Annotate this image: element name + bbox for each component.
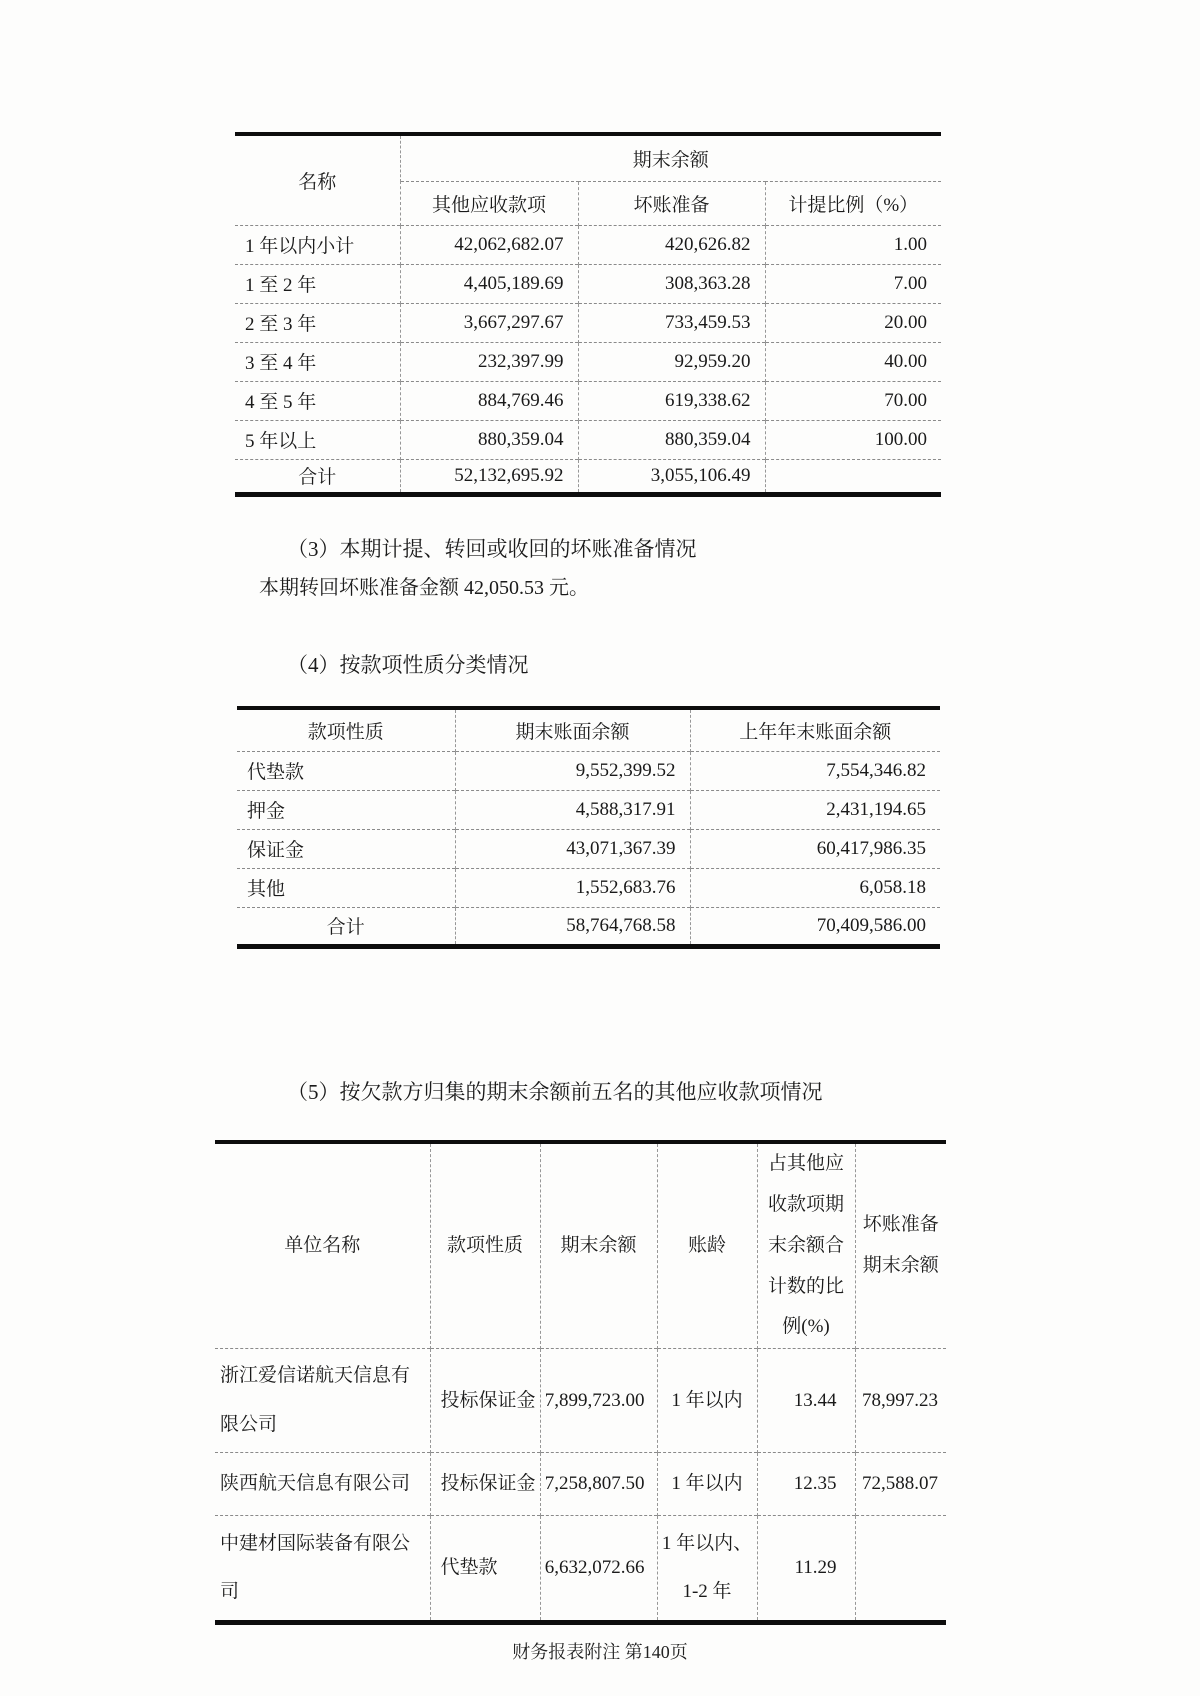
cell-prior: 60,417,986.35 xyxy=(690,829,940,868)
cell-prior: 2,431,194.65 xyxy=(690,790,940,829)
cell-ratio: 100.00 xyxy=(765,420,941,459)
cell-name: 5 年以上 xyxy=(235,420,400,459)
cell-nature: 代垫款 xyxy=(430,1516,540,1623)
table-row xyxy=(215,1349,946,1453)
cell-total-label: 合计 xyxy=(235,459,400,494)
table-row xyxy=(237,751,940,790)
cell-nature: 代垫款 xyxy=(237,751,455,790)
cell-total-ratio xyxy=(765,459,941,494)
cell-nature: 押金 xyxy=(237,790,455,829)
cell-prior: 7,554,346.82 xyxy=(690,751,940,790)
section-5-title: （5）按欠款方归集的期末余额前五名的其他应收款项情况 xyxy=(287,1080,823,1104)
cell-total-label: 合计 xyxy=(237,907,455,946)
cell-provision: 420,626.82 xyxy=(578,225,765,264)
cell-name: 4 至 5 年 xyxy=(235,381,400,420)
section-3-body: 本期转回坏账准备金额 42,050.53 元。 xyxy=(259,577,589,599)
cell-provision: 78,997.23 xyxy=(855,1349,946,1453)
cell-provision: 619,338.62 xyxy=(578,381,765,420)
cell-ratio: 20.00 xyxy=(765,303,941,342)
cell-provision: 308,363.28 xyxy=(578,264,765,303)
col-header-nature: 款项性质 xyxy=(237,708,455,751)
cell-total-amount: 52,132,695.92 xyxy=(400,459,578,494)
cell-company: 陕西航天信息有限公司 xyxy=(215,1453,430,1516)
cell-amount: 3,667,297.67 xyxy=(400,303,578,342)
cell-amount: 4,405,189.69 xyxy=(400,264,578,303)
top-five-receivables-table xyxy=(215,1140,946,1625)
cell-total-provision: 3,055,106.49 xyxy=(578,459,765,494)
cell-provision: 733,459.53 xyxy=(578,303,765,342)
table-row xyxy=(235,225,941,264)
cell-amount: 880,359.04 xyxy=(400,420,578,459)
section-4-title: （4）按款项性质分类情况 xyxy=(287,653,529,677)
cell-aging: 1 年以内、1-2 年 xyxy=(657,1516,757,1623)
col-header-company: 单位名称 xyxy=(215,1142,430,1349)
table-header-row xyxy=(237,708,940,751)
cell-ratio: 1.00 xyxy=(765,225,941,264)
table-header-row xyxy=(235,134,941,181)
table-row xyxy=(215,1453,946,1516)
col-header-aging: 账龄 xyxy=(657,1142,757,1349)
cell-amount: 42,062,682.07 xyxy=(400,225,578,264)
cell-provision: 72,588.07 xyxy=(855,1453,946,1516)
table-header-row xyxy=(215,1142,946,1349)
col-header-name: 名称 xyxy=(235,134,400,225)
table-row xyxy=(215,1516,946,1623)
cell-balance: 7,258,807.50 xyxy=(540,1453,657,1516)
cell-provision: 880,359.04 xyxy=(578,420,765,459)
cell-ending: 4,588,317.91 xyxy=(455,790,690,829)
cell-total-prior: 70,409,586.00 xyxy=(690,907,940,946)
cell-company: 浙江爱信诺航天信息有限公司 xyxy=(215,1349,430,1453)
table-row xyxy=(237,829,940,868)
cell-balance: 6,632,072.66 xyxy=(540,1516,657,1623)
cell-provision: 92,959.20 xyxy=(578,342,765,381)
cell-ratio: 40.00 xyxy=(765,342,941,381)
table-row xyxy=(235,342,941,381)
col-header-bad-debt-provision: 坏账准备期末余额 xyxy=(862,1214,939,1277)
cell-amount: 884,769.46 xyxy=(400,381,578,420)
cell-prior: 6,058.18 xyxy=(690,868,940,907)
table-row xyxy=(235,420,941,459)
cell-ending: 43,071,367.39 xyxy=(455,829,690,868)
cell-nature: 其他 xyxy=(237,868,455,907)
cell-ratio: 11.29 xyxy=(757,1516,855,1623)
cell-ratio: 70.00 xyxy=(765,381,941,420)
col-header-nature: 款项性质 xyxy=(430,1142,540,1349)
section-3-title: （3）本期计提、转回或收回的坏账准备情况 xyxy=(287,537,697,561)
cell-nature: 投标保证金 xyxy=(430,1349,540,1453)
col-header-provision-ratio: 计提比例（%） xyxy=(788,194,919,216)
table-row xyxy=(235,264,941,303)
table-row xyxy=(235,381,941,420)
cell-name: 1 年以内小计 xyxy=(235,225,400,264)
aging-analysis-table xyxy=(235,132,941,497)
col-header-prior-year-balance: 上年年末账面余额 xyxy=(739,721,892,743)
table-row xyxy=(237,868,940,907)
cell-ratio: 12.35 xyxy=(757,1453,855,1516)
table-row xyxy=(237,790,940,829)
col-header-other-receivables: 其他应收款项 xyxy=(400,181,578,225)
cell-ratio: 13.44 xyxy=(757,1349,855,1453)
cell-ending: 1,552,683.76 xyxy=(455,868,690,907)
cell-aging: 1 年以内 xyxy=(657,1453,757,1516)
col-header-ending-balance: 期末余额 xyxy=(540,1142,657,1349)
cell-name: 3 至 4 年 xyxy=(235,342,400,381)
col-header-ending-book-balance: 期末账面余额 xyxy=(455,708,690,751)
page-footer: 财务报表附注 第140页 xyxy=(512,1642,688,1662)
cell-name: 2 至 3 年 xyxy=(235,303,400,342)
cell-balance: 7,899,723.00 xyxy=(540,1349,657,1453)
cell-ratio: 7.00 xyxy=(765,264,941,303)
cell-nature: 保证金 xyxy=(237,829,455,868)
col-header-ratio: 占其他应收款项期末余额合计数的比例(%) xyxy=(757,1142,855,1349)
cell-ending: 9,552,399.52 xyxy=(455,751,690,790)
table-row xyxy=(235,303,941,342)
cell-total-ending: 58,764,768.58 xyxy=(455,907,690,946)
table-total-row xyxy=(235,459,941,494)
nature-classification-table xyxy=(237,706,940,949)
cell-nature: 投标保证金 xyxy=(430,1453,540,1516)
cell-name: 1 至 2 年 xyxy=(235,264,400,303)
cell-provision xyxy=(855,1516,946,1623)
col-header-bad-debt-provision: 坏账准备 xyxy=(578,181,765,225)
cell-amount: 232,397.99 xyxy=(400,342,578,381)
cell-aging: 1 年以内 xyxy=(657,1349,757,1453)
table-total-row xyxy=(237,907,940,946)
col-group-ending-balance: 期末余额 xyxy=(400,134,941,181)
cell-company: 中建材国际装备有限公司 xyxy=(215,1516,430,1623)
